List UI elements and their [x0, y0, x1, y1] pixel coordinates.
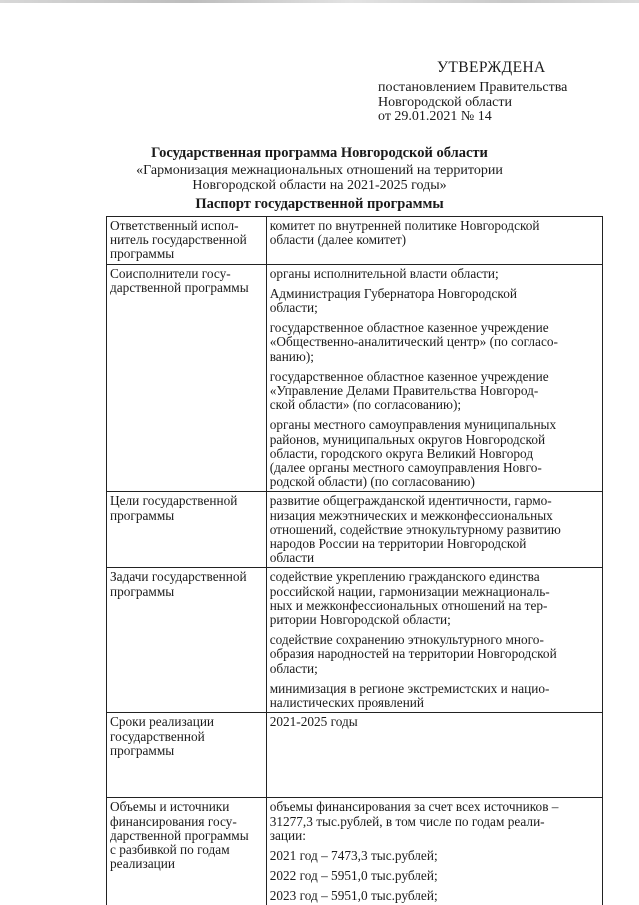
value-line: родской области) (по согласованию) — [269, 474, 475, 490]
value-line: «Общественно-аналитический центр» (по согласо- — [269, 334, 558, 350]
value-paragraph — [270, 370, 598, 413]
value-line: российской нации, гармонизации межнациональ- — [269, 583, 550, 599]
value-line: образия народностей на территории Новгородской — [269, 646, 557, 662]
row-label-line: государственной — [110, 728, 205, 744]
approval-heading: УТВЕРЖДЕНА — [437, 59, 546, 76]
decree-line: постановлением Правительства — [378, 80, 568, 95]
value-line: районов, муниципальных округов Новгородской — [269, 431, 546, 447]
subtitle-line: Новгородской области на 2021-2025 годы» — [192, 177, 447, 193]
value-paragraph — [270, 287, 598, 315]
row-label-line: реализации — [110, 856, 175, 872]
row-label-cell — [107, 264, 267, 492]
row-label-line: программы — [110, 507, 175, 523]
row-label-line: дарственной программы — [110, 279, 249, 295]
table-row — [107, 492, 603, 568]
row-label-line: финансирования госу- — [110, 813, 237, 829]
passport-table — [106, 216, 603, 905]
value-line: государственное областное казенное учреждение — [269, 320, 549, 336]
value-line: области, городского округа Великий Новгород — [269, 445, 534, 461]
value-line: (далее органы местного самоуправления Новго- — [269, 460, 542, 476]
value-line: ской области» (по согласованию); — [269, 397, 462, 413]
row-label-line: дарственной программы — [110, 827, 249, 843]
row-label-cell — [107, 713, 267, 798]
value-paragraph — [270, 267, 598, 281]
row-value-cell — [266, 217, 602, 265]
row-value-cell — [266, 492, 602, 568]
value-line: 2021-2025 годы — [269, 714, 358, 730]
table-row — [107, 713, 603, 798]
value-line: Администрация Губернатора Новгородской — [269, 285, 517, 301]
value-paragraph — [270, 800, 598, 843]
value-paragraph — [270, 849, 598, 863]
row-label-cell — [107, 217, 267, 265]
value-line: 31277,3 тыс.рублей, в том числе по годам реали- — [269, 813, 545, 829]
row-value-cell — [266, 798, 602, 905]
row-label-line: программы — [110, 583, 175, 599]
value-line: 2023 год – 5951,0 тыс.рублей; — [269, 888, 438, 904]
value-line: содействие укреплению гражданского единства — [269, 569, 540, 585]
value-paragraph — [270, 715, 598, 729]
value-line: отношений, содействие этнокультурному развитию — [269, 521, 561, 537]
value-paragraph — [270, 321, 598, 364]
value-line: низация межэтнических и межконфессиональных — [269, 507, 553, 523]
value-line: области (далее комитет) — [269, 232, 407, 248]
value-line: содействие сохранению этнокультурного много- — [269, 632, 544, 648]
row-value-cell — [266, 264, 602, 492]
value-line: зации: — [269, 827, 306, 843]
value-paragraph — [270, 889, 598, 903]
value-line: 2022 год – 5951,0 тыс.рублей; — [269, 868, 438, 884]
row-value-cell — [266, 713, 602, 798]
decree-line: от 29.01.2021 № 14 — [378, 109, 492, 124]
value-paragraph — [270, 219, 598, 247]
value-line: ных и межконфессиональных отношений на тер- — [269, 597, 548, 613]
row-value-cell — [266, 568, 602, 713]
value-line: комитет по внутренней политике Новгородской — [269, 218, 540, 233]
passport-table-body — [107, 217, 603, 905]
row-label-line: программы — [110, 742, 175, 758]
row-label-cell — [107, 798, 267, 905]
value-paragraph — [270, 633, 598, 676]
passport-title: Паспорт государственной программы — [195, 196, 444, 212]
row-label-line: Сроки реализации — [110, 714, 215, 730]
value-line: 2021 год – 7473,3 тыс.рублей; — [269, 847, 438, 863]
row-label-line: Задачи государственной — [110, 569, 247, 585]
value-line: государственное областное казенное учреждение — [269, 368, 549, 384]
program-title: Государственная программа Новгородской области — [151, 145, 488, 161]
row-label-line: с разбивкой по годам — [110, 841, 230, 857]
value-line: области; — [269, 300, 318, 316]
value-line: органы исполнительной власти области; — [269, 265, 499, 281]
value-paragraph — [270, 570, 598, 627]
table-row — [107, 798, 603, 905]
row-label-line: Ответственный испол- — [110, 218, 239, 233]
decree-line: Новгородской области — [378, 94, 512, 110]
value-line: развитие общегражданской идентичности, гармо- — [269, 493, 552, 509]
value-line: органы местного самоуправления муниципальных — [269, 417, 557, 433]
row-label-line: нитель государственной — [110, 232, 247, 248]
table-row — [107, 568, 603, 713]
value-line: объемы финансирования за счет всех источников – — [269, 799, 559, 815]
value-line: налистических проявлений — [269, 695, 425, 711]
value-paragraph — [270, 682, 598, 710]
value-line: области; — [269, 660, 318, 676]
row-label-cell — [107, 568, 267, 713]
scan-edge-artifact — [0, 0, 639, 3]
value-paragraph — [270, 418, 598, 489]
value-line: народов России на территории Новгородской — [269, 536, 527, 552]
value-line: ванию); — [269, 348, 314, 364]
row-label-line: Цели государственной — [110, 493, 238, 509]
table-row — [107, 217, 603, 265]
row-label-cell — [107, 492, 267, 568]
approval-decree — [378, 81, 567, 125]
row-label-line: программы — [110, 246, 175, 262]
value-line: ритории Новгородской области; — [269, 612, 451, 628]
value-paragraph — [270, 494, 598, 565]
table-row — [107, 264, 603, 492]
row-label-line: Объемы и источники — [110, 799, 230, 815]
program-subtitle — [0, 164, 639, 193]
value-paragraph — [270, 869, 598, 883]
subtitle-line: «Гармонизация межнациональных отношений на территории — [136, 163, 503, 178]
value-line: области — [269, 550, 315, 566]
value-line: «Управление Делами Правительства Новгород- — [269, 383, 539, 399]
value-line: минимизация в регионе экстремистских и нацио- — [269, 680, 550, 696]
row-label-line: Соисполнители госу- — [110, 265, 231, 281]
